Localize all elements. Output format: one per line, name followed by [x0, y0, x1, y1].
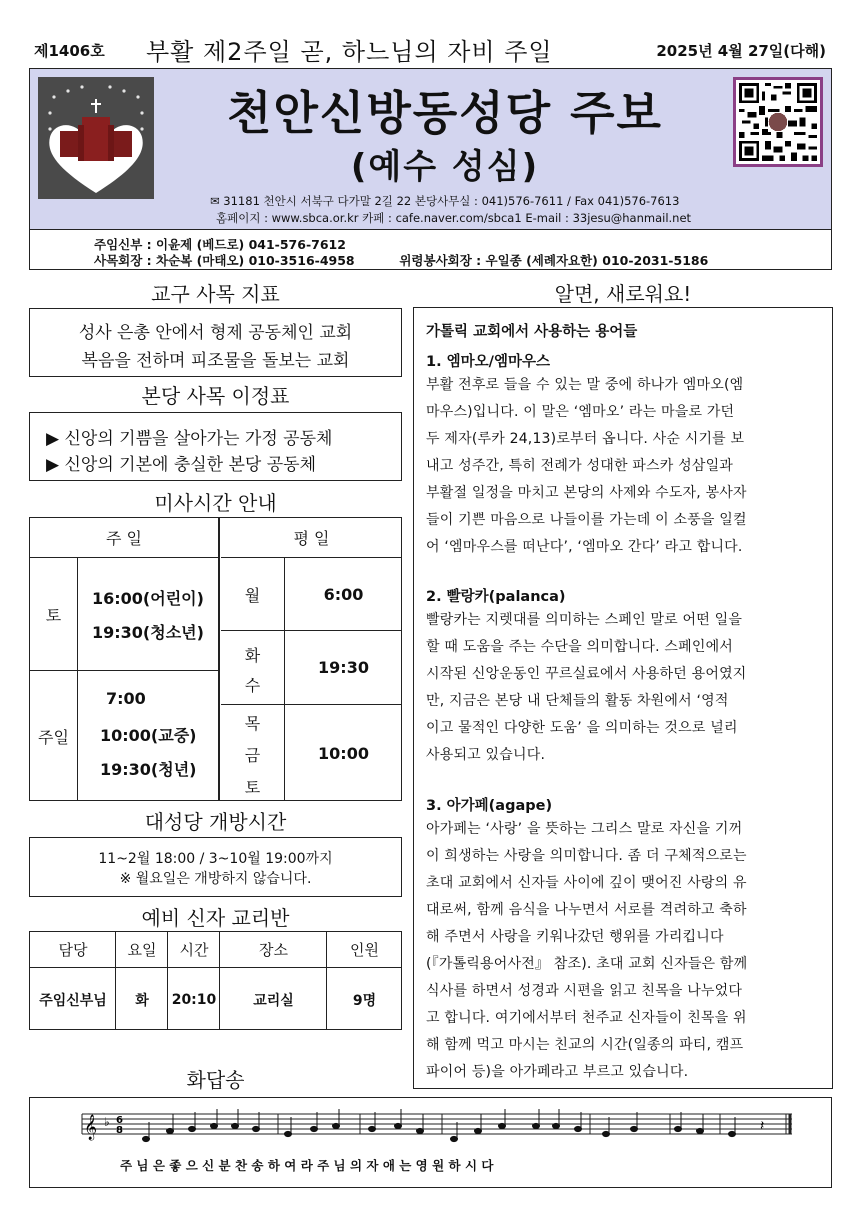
plan-line-1: ▶ 신앙의 기쁨을 살아가는 가정 공동체: [46, 429, 333, 449]
section-3-line: 초대 교회에서 신자들 사이에 깊이 맺어진 사랑의 유: [426, 875, 747, 891]
time-signature-bottom: 8: [116, 1125, 123, 1136]
bulletin-subtitle: (예수 성심): [350, 147, 540, 187]
class-value-day: 화: [135, 992, 149, 1009]
section-1-body: [426, 372, 822, 561]
section-3-line: 고 합니다. 여기에서부터 천주교 신자들이 친목을 위: [426, 1010, 747, 1026]
sun-time-1: 7:00: [106, 689, 146, 708]
mail-icon: ✉: [210, 194, 220, 208]
goal-box: [29, 308, 402, 377]
open-line-2: ※ 월요일은 개방하지 않습니다.: [119, 871, 312, 887]
sat-label: 토: [30, 558, 78, 671]
open-line-1: 11~2월 18:00 / 3~10월 19:00까지: [98, 851, 333, 867]
section-3-line: 파이어 등)을 아가페라고 부르고 있습니다.: [426, 1064, 689, 1080]
section-2-title: 2. 빨랑카(palanca): [426, 589, 566, 605]
masthead: [29, 68, 832, 230]
section-2-line: 이고 물적인 다양한 도움’ 을 의미하는 것으로 널리: [426, 720, 738, 736]
section-1-line: 마우스)입니다. 이 말은 ‘엠마오’ 라는 마을로 가던: [426, 404, 735, 420]
tuewed-time: 19:30: [285, 631, 402, 705]
pastor-contact: 주임신부 : 이윤제 (베드로) 041-576-7612: [94, 237, 346, 252]
class-value-count: 9명: [352, 992, 377, 1009]
class-header-place: 장소: [220, 932, 327, 968]
mass-schedule-table: [29, 517, 402, 801]
class-col-day: [116, 932, 168, 1029]
class-value-time: 20:10: [171, 991, 217, 1008]
sun-time-2: 10:00(교중): [100, 726, 197, 745]
plan-box: [29, 412, 402, 481]
sun-label: 주일: [30, 671, 78, 801]
section-1-line: 들이 기쁜 마음으로 나들이를 가는데 이 소풍을 일컬: [426, 512, 747, 528]
music-staff: [30, 1098, 833, 1189]
article-intro: 가톨릭 교회에서 사용하는 용어들: [426, 324, 638, 340]
class-header-time: 시간: [168, 932, 220, 968]
class-col-count: [327, 932, 402, 1029]
open-heading: 대성당 개방시간: [144, 810, 287, 834]
thufrisat-label: [221, 705, 285, 801]
open-box: [29, 837, 402, 897]
class-header-day: 요일: [116, 932, 168, 968]
goal-line-2: 복음을 전하며 피조물을 돌보는 교회: [81, 351, 350, 371]
web-line: 홈페이지 : www.sbca.or.kr 카페 : cafe.naver.com/sbca1 E-mail : 33jesu@hanmail.net: [216, 211, 692, 225]
section-3-line: 대로써, 함께 음식을 나누면서 서로를 격려하고 축하: [426, 902, 747, 918]
liturgical-day: 부활 제2주일 곧, 하느님의 자비 주일: [146, 38, 553, 66]
section-3-line: 이 희생하는 사랑을 의미합니다. 좀 더 구체적으로는: [426, 848, 747, 864]
section-3-line: 해 주면서 사랑을 키워나갔던 행위를 가리킵니다: [426, 929, 724, 945]
section-1-line: 어 ‘엠마우스를 떠난다’, ‘엠마오 간다’ 라고 합니다.: [426, 539, 743, 555]
responsorial-psalm-score: [29, 1097, 832, 1188]
section-1-title: 1. 엠마오/엠마우스: [426, 354, 550, 370]
sun-times: [78, 671, 219, 801]
contacts-box: [29, 230, 832, 270]
class-col-time: [168, 932, 220, 1029]
section-2-line: 빨랑카는 지렛대를 의미하는 스페인 말로 어떤 일을: [426, 612, 743, 628]
time-signature-top: 6: [116, 1115, 123, 1126]
thufrisat-time: 10:00: [318, 743, 369, 763]
class-col-place: [220, 932, 327, 1029]
parish-logo: [38, 77, 154, 199]
section-1-line: 부활 전후로 들을 수 있는 말 중에 하나가 엠마오(엠: [426, 377, 744, 393]
section-2-line: 사용되고 있습니다.: [426, 747, 546, 763]
mass-heading: 미사시간 안내: [154, 491, 277, 515]
tue-label: 화: [244, 646, 261, 665]
address-line: [210, 193, 679, 209]
section-3-line: 해 함께 먹고 마시는 친교의 시간(일종의 파티, 캠프: [426, 1037, 744, 1053]
fri-label: 금: [244, 746, 261, 765]
section-3-line: (『가톨릭용어사전』 참조). 초대 교회 신자들은 함께: [426, 956, 748, 972]
sat-time-2: 19:30(청소년): [92, 623, 204, 642]
sat-times: [78, 558, 219, 671]
class-header-count: 인원: [327, 932, 402, 968]
class-value-place: 교리실: [253, 992, 294, 1009]
funeral-president: 위령봉사회장 : 우일종 (세례자요한) 010-2031-5186: [399, 253, 709, 268]
goal-line-1: 성사 은총 안에서 형제 공동체인 교회: [78, 323, 353, 343]
council-president: 사목회장 : 차순복 (마태오) 010-3516-4958: [94, 253, 355, 268]
issue-number: 제1406호: [34, 42, 105, 60]
sat2-label: 토: [244, 778, 261, 797]
section-3-title: 3. 아가페(agape): [426, 798, 553, 814]
section-2-line: 만, 지금은 본당 내 단체들의 활동 차원에서 ‘영적: [426, 693, 729, 709]
section-2-line: 시작된 신앙운동인 꾸르실료에서 사용하던 용어였지: [426, 666, 747, 682]
thu-label: 목: [244, 714, 261, 733]
article-heading: 알면, 새로워요!: [554, 282, 692, 306]
mon-label: 월: [221, 558, 285, 631]
column-gap: [219, 518, 220, 800]
section-1-line: 부활절 일정을 마치고 본당의 사제와 수도자, 봉사자: [426, 485, 747, 501]
section-2-line: 할 때 도움을 주는 수단을 의미합니다. 스페인에서: [426, 639, 734, 655]
weekday-header: 평 일: [221, 518, 402, 558]
rest-icon: 𝄽: [760, 1118, 765, 1134]
class-col-teacher: [30, 932, 116, 1029]
section-1-line: 내고 성주간, 특히 전례가 성대한 파스카 성삼일과: [426, 458, 734, 474]
plan-heading: 본당 사목 이정표: [141, 384, 290, 408]
tuewed-label: [221, 631, 285, 705]
section-3-body: [426, 816, 822, 1086]
section-2-body: [426, 607, 822, 769]
class-table: [29, 931, 402, 1030]
treble-clef-icon: 𝄞: [84, 1115, 98, 1140]
class-heading: 예비 신자 교리반: [141, 906, 290, 930]
church-heart-icon: [38, 77, 154, 199]
bulletin-title: 천안신방동성당 주보: [227, 86, 663, 140]
sat-time-1: 16:00(어린이): [92, 589, 204, 608]
plan-line-2: ▶ 신앙의 기본에 충실한 본당 공동체: [46, 455, 317, 475]
council-contact: [94, 251, 708, 269]
wed-label: 수: [244, 676, 261, 695]
qr-code-icon: [736, 80, 820, 164]
section-3-line: 아가페는 ‘사랑’ 을 뜻하는 그리스 말로 자신을 기꺼: [426, 821, 743, 837]
sun-time-3: 19:30(청년): [100, 760, 197, 779]
class-header-teacher: 담당: [30, 932, 116, 968]
issue-date: 2025년 4월 27일(다해): [656, 42, 826, 60]
goal-heading: 교구 사목 지표: [151, 282, 280, 306]
article-box: [413, 307, 833, 1089]
qr-code[interactable]: [733, 77, 823, 167]
top-line: [30, 30, 830, 64]
flat-icon: ♭: [104, 1115, 110, 1129]
hymn-lyrics: 주 님 은 좋 으 신 분 찬 송 하 여 라 주 님 의 자 애 는 영 원 하 시 다: [120, 1158, 494, 1173]
section-1-line: 두 제자(루카 24,13)로부터 옵니다. 사순 시기를 보: [426, 431, 745, 447]
address-text: 31181 천안시 서북구 다가말 2길 22 본당사무실 : 041)576-7611 / Fax 041)576-7613: [223, 194, 680, 208]
sunday-header: 주 일: [30, 518, 219, 558]
mon-time: 6:00: [285, 558, 402, 631]
hymn-heading: 화답송: [186, 1068, 245, 1092]
section-3-line: 식사를 하면서 성경과 시편을 읽고 친목을 나누었다: [426, 983, 743, 999]
class-value-teacher: 주임신부님: [39, 992, 107, 1009]
